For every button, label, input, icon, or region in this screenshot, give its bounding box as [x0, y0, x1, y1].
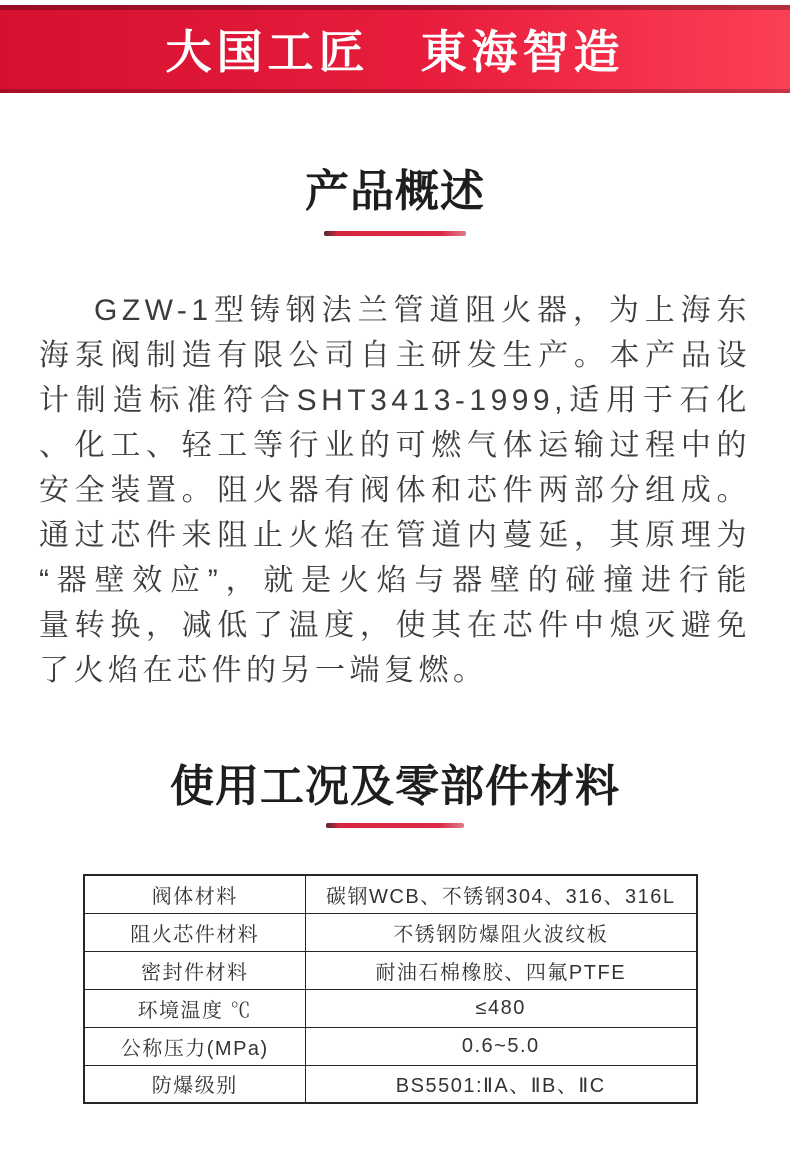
row-label: 防爆级别 [84, 1065, 305, 1103]
table-row [84, 1065, 697, 1103]
paragraph-line: 海泵阀制造有限公司自主研发生产。本产品设 [39, 339, 751, 372]
paragraph-line: 计制造标准符合SHT3413-1999,适用于石化 [39, 384, 751, 417]
row-label: 阻火芯件材料 [84, 913, 305, 951]
paragraph-line: 、化工、轻工等行业的可燃气体运输过程中的 [39, 429, 751, 462]
overview-paragraph [39, 288, 751, 693]
paragraph-line: 安全装置。阻火器有阀体和芯件两部分组成。 [39, 474, 751, 507]
overview-title: 产品概述 [305, 167, 485, 216]
overview-title-underline [324, 231, 466, 236]
table-row [84, 1027, 697, 1065]
materials-title: 使用工况及零部件材料 [170, 762, 620, 811]
paragraph-line: 通过芯件来阻止火焰在管道内蔓延，其原理为 [39, 519, 751, 552]
table-row [84, 989, 697, 1027]
paragraph-line: GZW-1型铸钢法兰管道阻火器，为上海东 [94, 294, 751, 327]
row-value: 不锈钢防爆阻火波纹板 [305, 913, 697, 951]
row-value: 碳钢WCB、不锈钢304、316、316L [305, 875, 697, 913]
header-banner [0, 5, 790, 93]
paragraph-line: “器壁效应”，就是火焰与器壁的碰撞进行能 [39, 564, 751, 597]
paragraph-line: 了火焰在芯件的另一端复燃。 [39, 654, 488, 687]
paragraph-line: 量转换，减低了温度，使其在芯件中熄灭避免 [39, 609, 751, 642]
row-label: 公称压力(MPa) [84, 1027, 305, 1065]
materials-table [83, 874, 698, 1104]
row-value: ≤480 [305, 989, 697, 1027]
row-label: 阀体材料 [84, 875, 305, 913]
row-label: 环境温度 ℃ [84, 989, 305, 1027]
table-row [84, 875, 697, 913]
table-row [84, 951, 697, 989]
row-label: 密封件材料 [84, 951, 305, 989]
table-row [84, 913, 697, 951]
row-value: BS5501:ⅡA、ⅡB、ⅡC [305, 1065, 697, 1103]
row-value: 0.6~5.0 [305, 1027, 697, 1065]
materials-title-underline [326, 823, 464, 828]
banner-title: 大国工匠 東海智造 [165, 26, 625, 78]
section-overview [0, 167, 790, 693]
row-value: 耐油石棉橡胶、四氟PTFE [305, 951, 697, 989]
section-materials [0, 762, 790, 1104]
